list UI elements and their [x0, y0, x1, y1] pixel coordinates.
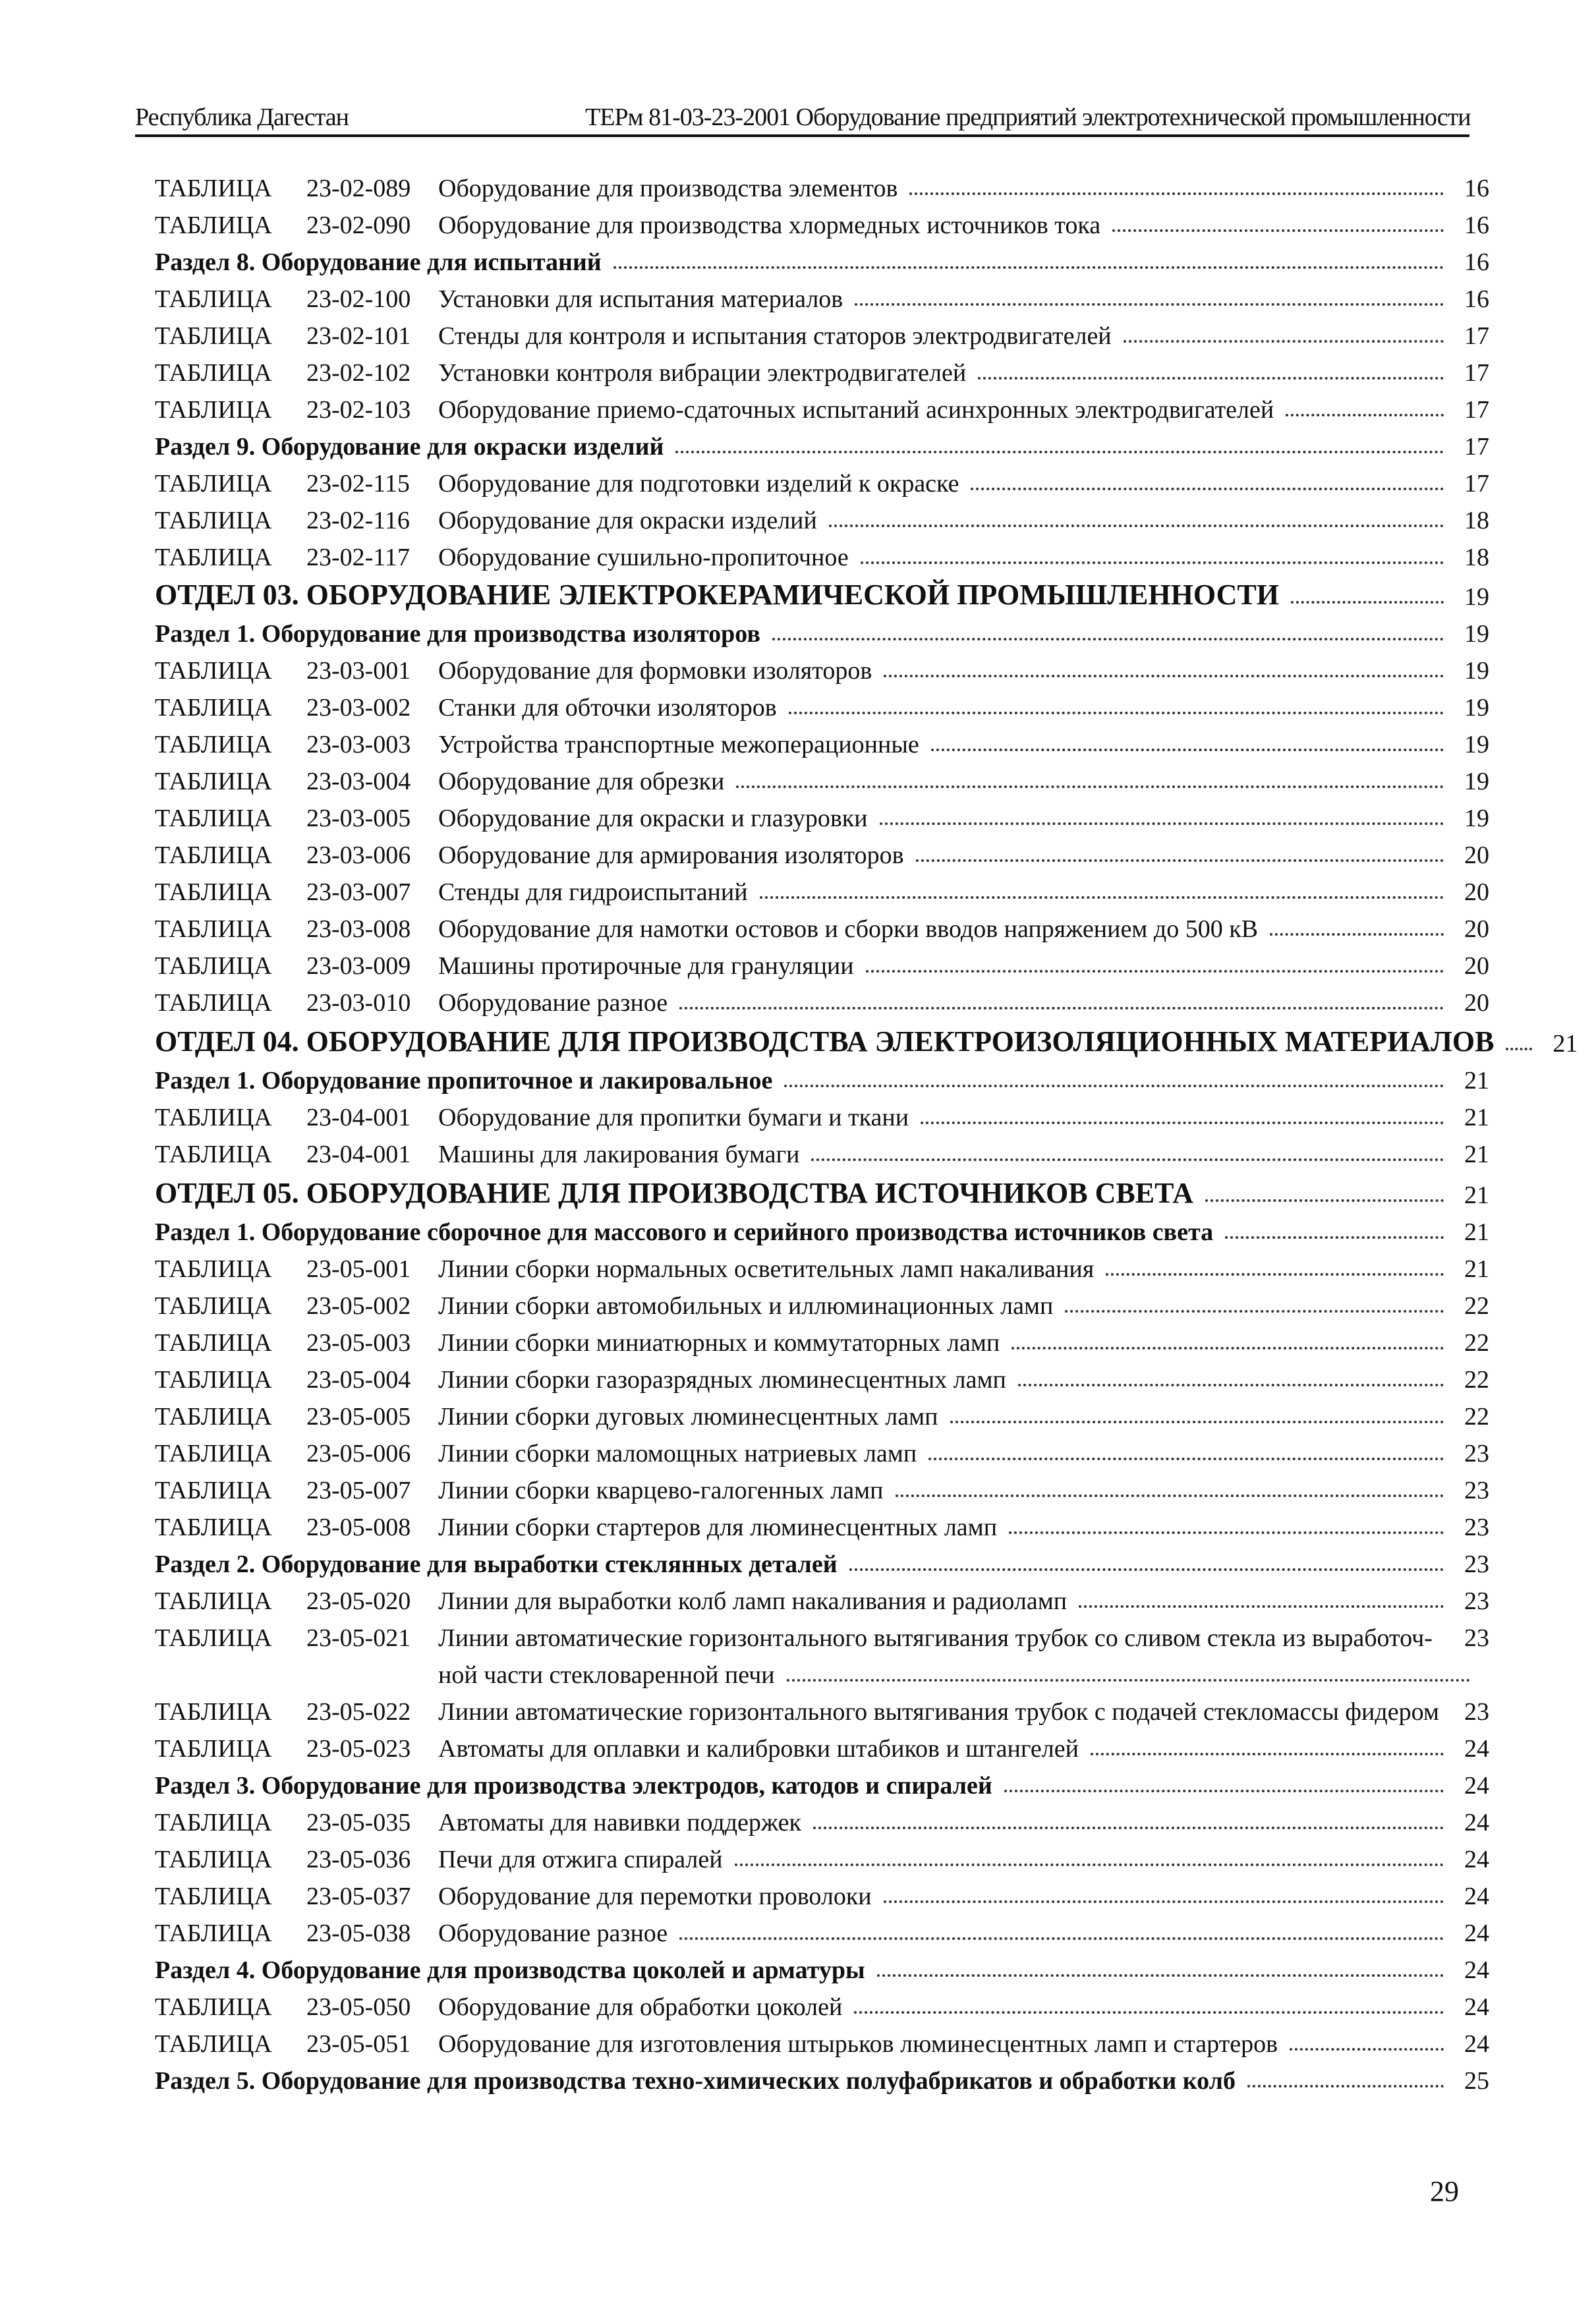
toc-entry-label: ТАБЛИЦА: [155, 841, 272, 869]
toc-entry-title: Раздел 1. Оборудование для производства изоляторов: [155, 620, 760, 648]
toc-entry-code: 23-05-037: [306, 1883, 411, 1910]
dot-leader: [896, 1494, 1444, 1497]
toc-entry-page: 19: [1464, 583, 1489, 611]
toc-table-row[interactable]: [155, 907, 1489, 944]
toc-entry-label: ТАБЛИЦА: [155, 507, 272, 534]
toc-entry-label: ТАБЛИЦА: [155, 989, 272, 1017]
toc-entry-code: 23-02-089: [306, 175, 411, 202]
toc-section-row[interactable]: [155, 1542, 1489, 1579]
toc-section-row[interactable]: [155, 2059, 1489, 2095]
toc-table-row[interactable]: [155, 277, 1489, 314]
dot-leader: [1291, 601, 1444, 604]
toc-table-row[interactable]: [155, 833, 1489, 870]
toc-table-row[interactable]: [155, 1726, 1489, 1763]
dot-leader: [1018, 1384, 1444, 1386]
toc-entry-label: ТАБЛИЦА: [155, 1883, 272, 1910]
toc-table-row[interactable]: [155, 648, 1489, 685]
toc-entry-code: 23-03-008: [306, 915, 411, 943]
toc-entry-code: 23-02-102: [306, 359, 411, 387]
toc-division-row[interactable]: [155, 1021, 1578, 1058]
toc-entry-code: 23-02-115: [306, 470, 410, 498]
toc-entry-label: ТАБЛИЦА: [155, 2030, 272, 2058]
toc-entry-page: 24: [1464, 2030, 1489, 2058]
toc-entry-page: 22: [1464, 1292, 1489, 1320]
toc-entry-label: ТАБЛИЦА: [155, 1735, 272, 1763]
dot-leader: [789, 712, 1444, 714]
toc-entry-title: Оборудование для производства элементов: [438, 175, 898, 202]
toc-table-row[interactable]: [155, 2022, 1489, 2059]
toc-section-row[interactable]: [155, 1763, 1489, 1800]
header-document-title: ТЕРм 81-03-23-2001 Оборудование предприятий электротехнической промышленности: [585, 103, 1471, 131]
toc-entry-code: 23-05-002: [306, 1292, 411, 1320]
dot-leader: [884, 675, 1444, 677]
toc-entry-page: 17: [1464, 322, 1489, 350]
toc-entry-page: 23: [1464, 1514, 1489, 1541]
toc-entry-code: 23-04-001: [306, 1104, 411, 1131]
toc-entry-title: Линии сборки газоразрядных люминесцентных ламп: [438, 1366, 1006, 1394]
dot-leader: [1247, 2085, 1444, 2088]
toc-entry-page: 24: [1464, 1735, 1489, 1763]
toc-entry-code: 23-02-101: [306, 322, 411, 350]
dot-leader: [861, 561, 1444, 564]
dot-leader: [811, 1158, 1444, 1161]
toc-entry-code: 23-03-005: [306, 805, 411, 832]
toc-entry-label: ТАБЛИЦА: [155, 1477, 272, 1504]
toc-table-row[interactable]: [155, 1468, 1489, 1505]
dot-leader: [613, 266, 1444, 269]
toc-entry-label: ТАБЛИЦА: [155, 1329, 272, 1357]
toc-entry-title: Оборудование для обработки цоколей: [438, 1993, 843, 2021]
toc-entry-page: 22: [1464, 1329, 1489, 1357]
toc-entry-page: 19: [1464, 731, 1489, 758]
toc-section-row[interactable]: [155, 1058, 1489, 1095]
toc-entry-code: 23-03-009: [306, 952, 411, 980]
toc-section-row[interactable]: [155, 611, 1489, 648]
toc-entry-label: ТАБЛИЦА: [155, 1440, 272, 1467]
toc-entry-label: ТАБЛИЦА: [155, 1366, 272, 1394]
dot-leader: [760, 896, 1444, 899]
dot-leader: [877, 1974, 1444, 1977]
toc-entry-label: ТАБЛИЦА: [155, 878, 272, 906]
dot-leader: [1225, 1236, 1444, 1239]
toc-entry-title: Раздел 1. Оборудование пропиточное и лакировальное: [155, 1067, 773, 1095]
toc-entry-title: Оборудование для изготовления штырьков люминесцентных ламп и стартеров: [438, 2030, 1278, 2058]
toc-entry-code: 23-03-004: [306, 768, 411, 795]
toc-table-row[interactable]: [155, 461, 1489, 498]
toc-entry-code: 23-05-051: [306, 2030, 411, 2058]
toc-entry-page: 17: [1464, 359, 1489, 387]
toc-entry-title: Установки для испытания материалов: [438, 285, 843, 313]
toc-table-row[interactable]: [155, 1431, 1489, 1468]
toc-entry-code: 23-05-036: [306, 1846, 411, 1873]
toc-entry-label: ТАБЛИЦА: [155, 544, 272, 571]
toc-table-row[interactable]: [155, 796, 1489, 833]
toc-entry-page: 16: [1464, 212, 1489, 239]
toc-entry-code: 23-03-002: [306, 694, 411, 722]
dot-leader: [1290, 2048, 1444, 2051]
toc-entry-code: 23-05-021: [306, 1624, 411, 1652]
toc-entry-title: Линии сборки кварцево-галогенных ламп: [438, 1477, 884, 1504]
toc-entry-page: 21: [1464, 1104, 1489, 1131]
toc-entry-page: 17: [1464, 470, 1489, 498]
toc-entry-page: 16: [1464, 248, 1489, 276]
toc-entry-title: Автоматы для навивки поддержек: [438, 1809, 801, 1836]
toc-entry-page: 23: [1464, 1440, 1489, 1467]
page-number: 29: [1430, 2175, 1459, 2207]
toc-entry-page: 23: [1464, 1587, 1489, 1615]
dot-leader: [1106, 1273, 1444, 1276]
toc-entry-page: 20: [1464, 915, 1489, 943]
dot-leader: [813, 1827, 1444, 1829]
toc-table-row[interactable]: [155, 498, 1489, 535]
header-region: Республика Дагестан: [135, 103, 349, 131]
toc-entry-page: 20: [1464, 878, 1489, 906]
toc-table-row[interactable]: [155, 1095, 1489, 1132]
toc-entry-title: Печи для отжига спиралей: [438, 1846, 723, 1873]
toc-division-row[interactable]: [155, 1173, 1489, 1210]
toc-entry-label: ТАБЛИЦА: [155, 1993, 272, 2021]
dot-leader: [880, 822, 1444, 825]
toc-entry-title: Оборудование для армирования изоляторов: [438, 841, 904, 869]
toc-entry-page: 19: [1464, 805, 1489, 832]
toc-entry-code: 23-05-035: [306, 1809, 411, 1836]
toc-table-row[interactable]: [155, 759, 1489, 796]
dot-leader: [978, 377, 1444, 380]
dot-leader: [1091, 1753, 1444, 1755]
toc-entry-title: Линии сборки маломощных натриевых ламп: [438, 1440, 917, 1467]
toc-entry-code: 23-05-050: [306, 1993, 411, 2021]
toc-table-row[interactable]: [155, 314, 1489, 351]
toc-entry-code: 23-02-100: [306, 285, 411, 313]
toc-entry-title: Машины протирочные для грануляции: [438, 952, 854, 980]
toc-entry-code: 23-03-010: [306, 989, 411, 1017]
dot-leader: [1009, 1531, 1444, 1534]
toc-table-row[interactable]: [155, 1247, 1489, 1284]
toc-entry-code: 23-03-006: [306, 841, 411, 869]
toc-entry-code: 23-03-003: [306, 731, 411, 758]
toc-entry-page: 21: [1464, 1181, 1489, 1209]
dot-leader: [679, 1007, 1444, 1009]
dot-leader: [909, 192, 1444, 195]
toc-table-row[interactable]: [155, 387, 1489, 424]
toc-section-row[interactable]: [155, 1210, 1489, 1247]
toc-entry-page: 23: [1464, 1550, 1489, 1578]
dot-leader: [854, 2011, 1444, 2014]
header-rule: [135, 134, 1469, 137]
toc-entry-code: 23-05-003: [306, 1329, 411, 1357]
dot-leader: [829, 525, 1444, 527]
dot-leader: [1506, 1048, 1532, 1050]
toc-entry-code: 23-05-020: [306, 1587, 411, 1615]
dot-leader: [884, 1900, 1444, 1903]
dot-leader: [916, 859, 1444, 862]
toc-table-row[interactable]: [155, 1284, 1489, 1321]
toc-table-row[interactable]: [155, 1321, 1489, 1357]
toc-entry-page: 24: [1464, 1846, 1489, 1873]
toc-entry-title: Оборудование сушильно-пропиточное: [438, 544, 849, 571]
toc-entry-title: Линии сборки стартеров для люминесцентных ламп: [438, 1514, 998, 1541]
toc-table-row[interactable]: [155, 1690, 1489, 1726]
toc-entry-label: ТАБЛИЦА: [155, 1514, 272, 1541]
toc-table-row[interactable]: [155, 1394, 1489, 1431]
dot-leader: [928, 1458, 1444, 1460]
toc-entry-label: ТАБЛИЦА: [155, 657, 272, 685]
toc-entry-title: Оборудование для окраски и глазуровки: [438, 805, 868, 832]
toc-entry-title: Автоматы для оплавки и калибровки штабиков и штангелей: [438, 1735, 1079, 1763]
toc-entry-page: 21: [1464, 1067, 1489, 1095]
toc-entry-title: Стенды для гидроиспытаний: [438, 878, 748, 906]
toc-entry-title: ОТДЕЛ 04. ОБОРУДОВАНИЕ ДЛЯ ПРОИЗВОДСТВА ЭЛЕКТРОИЗОЛЯЦИОННЫХ МАТЕРИАЛОВ: [155, 1025, 1495, 1058]
toc-entry-page: 16: [1464, 175, 1489, 202]
dot-leader: [1012, 1347, 1444, 1350]
toc-entry-code: 23-05-038: [306, 1919, 411, 1947]
toc-entry-title: Оборудование для подготовки изделий к окраске: [438, 470, 959, 498]
toc-entry-page: 21: [1464, 1255, 1489, 1283]
toc-entry-page: 21: [1464, 1141, 1489, 1168]
toc-entry-title: Установки контроля вибрации электродвигателей: [438, 359, 967, 387]
toc-division-row[interactable]: [155, 575, 1489, 611]
toc-entry-title: Оборудование для окраски изделий: [438, 507, 817, 534]
toc-entry-code: 23-05-007: [306, 1477, 411, 1504]
toc-entry-title: ОТДЕЛ 03. ОБОРУДОВАНИЕ ЭЛЕКТРОКЕРАМИЧЕСКОЙ ПРОМЫШЛЕННОСТИ: [155, 579, 1279, 611]
dot-leader: [736, 785, 1444, 788]
toc-table-row[interactable]: [155, 351, 1489, 387]
toc-entry-label: ТАБЛИЦА: [155, 1292, 272, 1320]
toc-entry-title: Раздел 2. Оборудование для выработки стеклянных деталей: [155, 1550, 838, 1578]
toc-entry-label: ТАБЛИЦА: [155, 731, 272, 758]
toc-entry-code: 23-05-006: [306, 1440, 411, 1467]
toc-table-row[interactable]: [155, 1505, 1489, 1542]
toc-section-row[interactable]: [155, 240, 1489, 277]
dot-leader: [1079, 1605, 1444, 1608]
toc-entry-page: 25: [1464, 2067, 1489, 2095]
toc-section-row[interactable]: [155, 1948, 1489, 1985]
dot-leader: [1065, 1310, 1444, 1313]
toc-entry-title: Раздел 4. Оборудование для производства цоколей и арматуры: [155, 1956, 865, 1984]
toc-table-row[interactable]: [155, 1874, 1489, 1911]
toc-table-row[interactable]: [155, 535, 1489, 572]
dot-leader: [675, 451, 1444, 453]
toc-entry-code: 23-02-090: [306, 212, 411, 239]
toc-entry-label: ТАБЛИЦА: [155, 322, 272, 350]
toc-entry-page: 19: [1464, 694, 1489, 722]
toc-table-row[interactable]: [155, 981, 1489, 1017]
toc-entry-page: 20: [1464, 841, 1489, 869]
toc-entry-page: 18: [1464, 507, 1489, 534]
dot-leader: [849, 1568, 1444, 1571]
toc-entry-label: ТАБЛИЦА: [155, 1255, 272, 1283]
toc-entry-page: 23: [1464, 1624, 1489, 1652]
dot-leader: [735, 1863, 1444, 1866]
toc-table-row[interactable]: [155, 1837, 1489, 1874]
toc-entry-label: ТАБЛИЦА: [155, 285, 272, 313]
toc-entry-title: Линии сборки дуговых люминесцентных ламп: [438, 1403, 938, 1431]
toc-table-row[interactable]: [155, 685, 1489, 722]
toc-entry-label: ТАБЛИЦА: [155, 952, 272, 980]
toc-entry-code: 23-05-023: [306, 1735, 411, 1763]
toc-table-row[interactable]: [155, 1132, 1489, 1169]
toc-entry-page: 21: [1553, 1030, 1578, 1058]
toc-entry-page: 21: [1464, 1218, 1489, 1246]
toc-table-row[interactable]: [155, 870, 1489, 907]
toc-entry-code: 23-02-116: [306, 507, 410, 534]
toc-entry-title: Линии сборки автомобильных и иллюминационных ламп: [438, 1292, 1054, 1320]
toc-entry-page: 19: [1464, 768, 1489, 795]
toc-entry-title: Раздел 8. Оборудование для испытаний: [155, 248, 602, 276]
toc-entry-label: ТАБЛИЦА: [155, 212, 272, 239]
toc-entry-title: Линии сборки нормальных осветительных ламп накаливания: [438, 1255, 1095, 1283]
toc-entry-label: ТАБЛИЦА: [155, 1919, 272, 1947]
toc-entry-code: 23-05-005: [306, 1403, 411, 1431]
dot-leader: [921, 1122, 1444, 1124]
toc-entry-title: Раздел 9. Оборудование для окраски изделий: [155, 433, 664, 461]
toc-entry-code: 23-02-103: [306, 396, 411, 424]
toc-table-row[interactable]: [155, 166, 1489, 203]
toc-table-row[interactable]: [155, 1911, 1489, 1948]
toc-entry-title: Оборудование разное: [438, 989, 668, 1017]
toc-entry-title: Линии сборки миниатюрных и коммутаторных ламп: [438, 1329, 1000, 1357]
toc-entry-code: 23-05-001: [306, 1255, 411, 1283]
toc-entry-page: 18: [1464, 544, 1489, 571]
toc-entry-title: Оборудование разное: [438, 1919, 668, 1947]
dot-leader: [855, 303, 1444, 306]
toc-entry-title: Линии для выработки колб ламп накаливания и радиоламп: [438, 1587, 1068, 1615]
toc-entry-title: ОТДЕЛ 05. ОБОРУДОВАНИЕ ДЛЯ ПРОИЗВОДСТВА ИСТОЧНИКОВ СВЕТА: [155, 1177, 1194, 1209]
toc-entry-title: Машины для лакирования бумаги: [438, 1141, 800, 1168]
toc-entry-label: ТАБЛИЦА: [155, 1141, 272, 1168]
toc-table-row[interactable]: [155, 1579, 1489, 1616]
toc-entry-title: Оборудование для обрезки: [438, 768, 725, 795]
dot-leader: [931, 749, 1444, 751]
toc-entry-label: ТАБЛИЦА: [155, 175, 272, 202]
toc-entry-code: 23-03-001: [306, 657, 411, 685]
toc-entry-label: ТАБЛИЦА: [155, 396, 272, 424]
toc-entry-title: Раздел 3. Оборудование для производства электродов, катодов и спиралей: [155, 1772, 992, 1800]
dot-leader: [1112, 229, 1444, 232]
toc-entry-title: Оборудование для пропитки бумаги и ткани: [438, 1104, 909, 1131]
toc-entry-label: ТАБЛИЦА: [155, 1403, 272, 1431]
toc-entry-label: ТАБЛИЦА: [155, 694, 272, 722]
toc-entry-title: Раздел 5. Оборудование для производства техно-химических полуфабрикатов и обработки колб: [155, 2067, 1236, 2095]
toc-entry-page: 24: [1464, 1883, 1489, 1910]
toc-table-row[interactable]: [155, 1985, 1489, 2022]
toc-entry-page: 17: [1464, 433, 1489, 461]
dot-leader: [1286, 414, 1444, 416]
toc-entry-title: Станки для обточки изоляторов: [438, 694, 777, 722]
toc-entry-label: ТАБЛИЦА: [155, 915, 272, 943]
toc-entry-code: 23-05-022: [306, 1698, 411, 1726]
toc-entry-label: ТАБЛИЦА: [155, 1587, 272, 1615]
toc-entry-code: 23-05-004: [306, 1366, 411, 1394]
toc-entry-page: 24: [1464, 1956, 1489, 1984]
toc-entry-label: ТАБЛИЦА: [155, 359, 272, 387]
toc-entry-page: 24: [1464, 1809, 1489, 1836]
toc-entry-page: 20: [1464, 952, 1489, 980]
toc-entry-title: Линии автоматические горизонтального вытягивания трубок со сливом стекла из выработоч-: [438, 1624, 1433, 1652]
toc-table-row[interactable]: [155, 944, 1489, 981]
toc-entry-title: Оборудование для намотки остовов и сборки вводов напряжением до 500 кВ: [438, 915, 1258, 943]
dot-leader: [950, 1421, 1444, 1423]
dot-leader: [1270, 933, 1444, 936]
dot-leader: [784, 1085, 1444, 1087]
toc-entry-label: ТАБЛИЦА: [155, 1809, 272, 1836]
toc-entry-code: 23-02-117: [306, 544, 410, 571]
toc-table-row[interactable]: [155, 203, 1489, 240]
toc-entry-page: 19: [1464, 657, 1489, 685]
toc-entry-title: Стенды для контроля и испытания статоров электродвигателей: [438, 322, 1112, 350]
dot-leader: [866, 970, 1444, 973]
dot-leader: [772, 638, 1444, 640]
toc-entry-page: 20: [1464, 989, 1489, 1017]
toc-table-row[interactable]: [155, 722, 1489, 759]
toc-entry-code: 23-03-007: [306, 878, 411, 906]
toc-entry-continuation: [438, 1653, 1479, 1690]
toc-table-row[interactable]: [155, 1800, 1489, 1837]
toc-entry-label: ТАБЛИЦА: [155, 1698, 272, 1726]
toc-entry-label: ТАБЛИЦА: [155, 768, 272, 795]
toc-entry-page: 23: [1464, 1477, 1489, 1504]
toc-entry-title: Оборудование для перемотки проволоки: [438, 1883, 872, 1910]
toc-entry-page: 23: [1464, 1698, 1489, 1726]
toc-entry-title: Оборудование для производства хлормедных источников тока: [438, 212, 1101, 239]
toc-entry-label: ТАБЛИЦА: [155, 1846, 272, 1873]
toc-entry-label: ТАБЛИЦА: [155, 805, 272, 832]
toc-entry-code: 23-04-001: [306, 1141, 411, 1168]
toc-entry-page: 24: [1464, 1772, 1489, 1800]
toc-entry-label: ТАБЛИЦА: [155, 1104, 272, 1131]
toc-entry-title: Устройства транспортные межоперационные: [438, 731, 919, 758]
toc-section-row[interactable]: [155, 424, 1489, 461]
toc-entry-page: 17: [1464, 396, 1489, 424]
dot-leader: [1124, 340, 1444, 343]
toc-entry-title: Раздел 1. Оборудование сборочное для массового и серийного производства источников света: [155, 1218, 1214, 1246]
toc-entry-code: 23-05-008: [306, 1514, 411, 1541]
toc-entry-page: 24: [1464, 1919, 1489, 1947]
dot-leader: [679, 1937, 1444, 1940]
toc-entry-page: 24: [1464, 1993, 1489, 2021]
toc-entry-title-continued: ной части стекловаренной печи: [438, 1661, 775, 1689]
dot-leader: [1004, 1790, 1444, 1792]
toc-entry-label: ТАБЛИЦА: [155, 470, 272, 498]
dot-leader: [971, 488, 1444, 490]
toc-entry-title: Линии автоматические горизонтального вытягивания трубок с подачей стекломассы фидером: [438, 1698, 1439, 1726]
toc-entry-label: ТАБЛИЦА: [155, 1624, 272, 1652]
dot-leader: [787, 1679, 1470, 1682]
toc-entry-page: 22: [1464, 1403, 1489, 1431]
toc-entry-title: Оборудование для формовки изоляторов: [438, 657, 872, 685]
dot-leader: [1205, 1199, 1444, 1202]
toc-table-row[interactable]: [155, 1357, 1489, 1394]
toc-entry-title: Оборудование приемо-сдаточных испытаний асинхронных электродвигателей: [438, 396, 1274, 424]
toc-entry-page: 16: [1464, 285, 1489, 313]
toc-table-row[interactable]: [155, 1616, 1489, 1653]
toc-entry-page: 19: [1464, 620, 1489, 648]
toc-entry-page: 22: [1464, 1366, 1489, 1394]
